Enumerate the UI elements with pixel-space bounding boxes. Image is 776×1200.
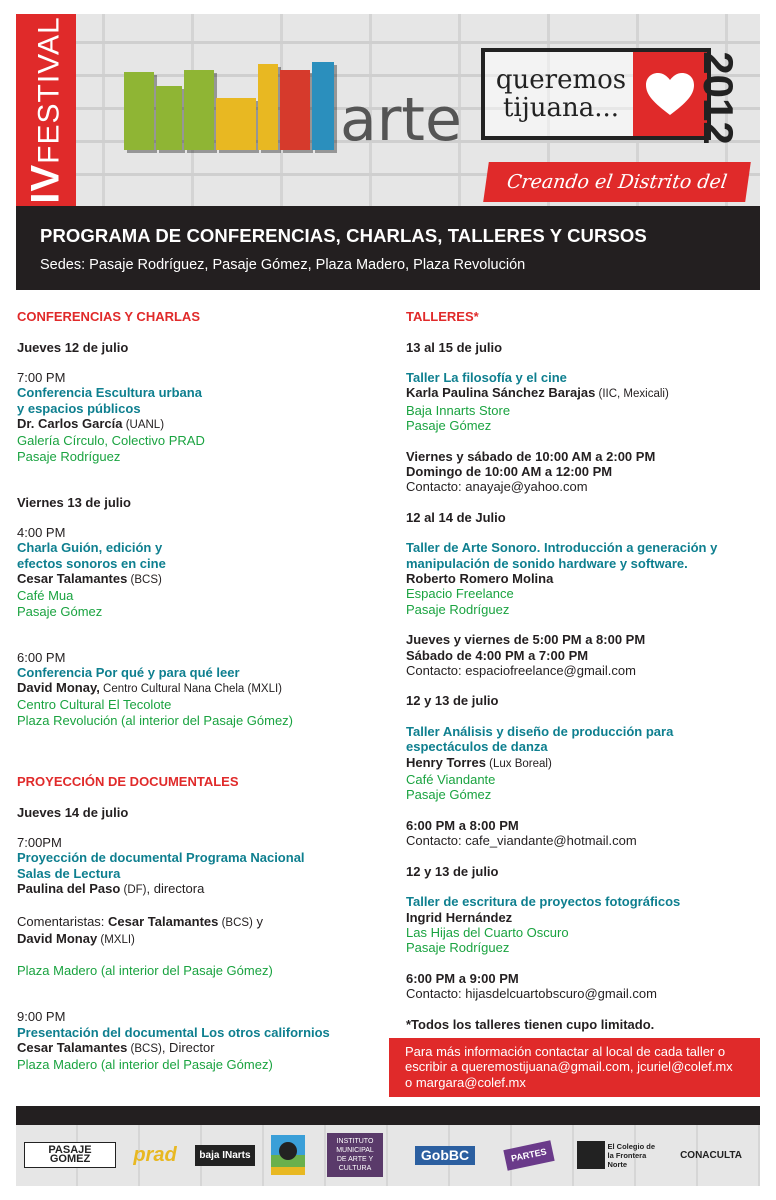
logo-prad-text: prad: [133, 1143, 177, 1166]
workshop-schedule: Sábado de 4:00 PM a 7:00 PM: [406, 647, 589, 663]
festival-banner: [16, 14, 760, 206]
festival-numeral: IV: [23, 163, 68, 204]
event-speaker: [17, 571, 387, 588]
commentator-affiliation: (BCS): [218, 916, 253, 929]
workshop-contact: Contacto: hijasdelcuartobscuro@gmail.com: [406, 986, 657, 1002]
venues-line: Sedes: Pasaje Rodríguez, Pasaje Gómez, Plaza Madero, Plaza Revolución: [40, 257, 526, 273]
workshop-title: Taller La filosofía y el cine: [406, 370, 567, 386]
workshop-contact: Contacto: anayaje@yahoo.com: [406, 479, 588, 495]
commentators-label: Comentaristas:: [17, 913, 109, 929]
logo-baja-innarts: [192, 1135, 258, 1175]
event-speaker: [17, 416, 387, 433]
event-date: Viernes 13 de julio: [17, 494, 131, 510]
workshop-venue: Pasaje Rodríguez: [406, 940, 510, 956]
event-title: Presentación del documental Los otros californios: [17, 1024, 330, 1040]
workshop-date: 12 y 13 de julio: [406, 693, 499, 709]
right-column: [406, 309, 762, 1032]
contact-info-box: [389, 1038, 760, 1097]
workshop-schedule: 6:00 PM a 8:00 PM: [406, 817, 519, 833]
event-title: y espacios públicos: [17, 400, 141, 416]
workshop-title: espectáculos de danza: [406, 739, 548, 755]
year-label: 2012: [695, 51, 742, 145]
event-venue: Galería Círculo, Colectivo PRAD: [17, 433, 205, 449]
event-time: 9:00 PM: [17, 1009, 66, 1025]
logo-imac: [316, 1135, 394, 1175]
footer-divider: [16, 1106, 760, 1125]
logo-pasaje-partes-text: PARTES: [503, 1140, 554, 1170]
speaker-affiliation: (BCS): [127, 574, 162, 587]
logo-imac-text: INSTITUTO MUNICIPAL DE ARTE Y CULTURA: [327, 1133, 383, 1177]
workshop-schedule: 6:00 PM a 9:00 PM: [406, 970, 519, 986]
event-title: Charla Guión, edición y: [17, 540, 163, 556]
workshop-date: 13 al 15 de julio: [406, 339, 503, 355]
workshop-date: 12 y 13 de julio: [406, 863, 499, 879]
info-line: o margara@colef.mx: [405, 1074, 526, 1090]
logo-block-t: [280, 70, 310, 150]
colef-emblem-icon: [577, 1141, 605, 1169]
instructor-affiliation: (Lux Boreal): [485, 757, 552, 770]
left-column: [17, 309, 387, 1073]
event-title: Conferencia Escultura urbana: [17, 385, 202, 401]
sponsor-logos: [16, 1125, 760, 1186]
logo-conaculta: [668, 1135, 754, 1175]
event-date: Jueves 14 de julio: [17, 804, 129, 820]
workshop-instructor: [406, 755, 762, 772]
workshop-schedule: Domingo de 10:00 AM a 12:00 PM: [406, 463, 613, 479]
workshop-schedule: Jueves y viernes de 5:00 PM a 8:00 PM: [406, 632, 646, 648]
logo-prad: [126, 1135, 184, 1175]
logo-colef-text: El Colegio de la Frontera Norte: [607, 1141, 656, 1169]
instructor-name: Henry Torres: [406, 754, 486, 770]
workshop-venue: Espacio Freelance: [406, 586, 514, 602]
section-heading-documentales: PROYECCIÓN DE DOCUMENTALES: [17, 773, 239, 789]
logo-gobbc-text: GobBC: [415, 1146, 475, 1165]
workshop-instructor: [406, 385, 762, 402]
logo-block-m2: [156, 86, 182, 150]
instructor-affiliation: (IIC, Mexicali): [595, 388, 669, 401]
speaker-name: Cesar Talamantes: [17, 571, 128, 587]
festival-label: [24, 16, 69, 203]
event-venue: Café Mua: [17, 588, 74, 604]
logo-block-l: [258, 64, 278, 150]
instructor-name: Karla Paulina Sánchez Barajas: [406, 385, 596, 401]
logo-block-i: [312, 62, 334, 150]
workshop-venue: Baja Innarts Store: [406, 402, 511, 418]
event-date: Jueves 12 de julio: [17, 339, 129, 355]
workshop-venue: Las Hijas del Cuarto Oscuro: [406, 924, 569, 940]
multiarte-logo: [124, 56, 462, 155]
logo-pasaje-gomez-text: PASAJE GOMEZ: [24, 1142, 116, 1168]
speaker-role: , Director: [161, 1039, 215, 1055]
speaker-affiliation: Centro Cultural Nana Chela (MXLI): [99, 683, 283, 696]
speaker-affiliation: (DF): [120, 883, 147, 896]
event-venue: Plaza Madero (al interior del Pasaje Gómez): [17, 1057, 273, 1073]
workshop-venue: Pasaje Gómez: [406, 418, 492, 434]
event-time: 6:00 PM: [17, 649, 66, 665]
logo-gobbc: [404, 1135, 486, 1175]
logo-word-arte: arte: [340, 85, 462, 155]
logo-pasaje-partes: [494, 1135, 564, 1175]
info-line: Para más información contactar al local de cada taller o: [405, 1044, 726, 1059]
program-title-bar: [16, 206, 760, 290]
queremos-tijuana-logo: [481, 48, 711, 140]
event-time: 7:00PM: [17, 835, 62, 851]
festival-word: FESTIVAL: [32, 16, 66, 164]
section-heading-conferencias: CONFERENCIAS Y CHARLAS: [17, 309, 200, 324]
logo-block-m1: [124, 72, 154, 150]
festival-strip: [16, 14, 76, 206]
event-speaker: [17, 1040, 387, 1057]
event-title: efectos sonoros en cine: [17, 555, 166, 571]
event-venue: Plaza Madero (al interior del Pasaje Gómez): [17, 963, 273, 979]
event-venue: Centro Cultural El Tecolote: [17, 697, 172, 713]
logo-conjugacion: [268, 1135, 308, 1175]
logo-baja-innarts-text: baja INarts: [195, 1145, 254, 1166]
workshop-title: manipulación de sonido hardware y software.: [406, 555, 688, 571]
workshop-title: Taller de Arte Sonoro. Introducción a generación y: [406, 540, 718, 556]
event-time: 4:00 PM: [17, 525, 66, 541]
speaker-name: Cesar Talamantes: [17, 1039, 128, 1055]
commentators-line: [17, 931, 387, 948]
workshop-venue: Pasaje Gómez: [406, 787, 492, 803]
commentator-name: David Monay: [17, 930, 98, 946]
workshop-title: Taller Análisis y diseño de producción para: [406, 724, 674, 740]
workshop-contact: Contacto: cafe_viandante@hotmail.com: [406, 833, 637, 849]
program-title: PROGRAMA DE CONFERENCIAS, CHARLAS, TALLERES Y CURSOS: [40, 225, 647, 246]
heart-icon: [644, 71, 696, 117]
workshop-venue: Café Viandante: [406, 771, 496, 787]
speaker-affiliation: (UANL): [122, 419, 165, 432]
speaker-name: Paulina del Paso: [17, 880, 121, 896]
workshop-title: Taller de escritura de proyectos fotográficos: [406, 894, 681, 910]
commentator-name: Cesar Talamantes: [108, 913, 219, 929]
logo-conaculta-text: CONACULTA: [680, 1149, 742, 1161]
conjugacion-icon: [271, 1135, 305, 1175]
instructor-name: Ingrid Hernández: [406, 909, 513, 925]
speaker-name: David Monay,: [17, 680, 100, 696]
event-venue: Pasaje Gómez: [17, 603, 103, 619]
logo-block-u: [216, 98, 256, 150]
queremos-text: queremos tijuana...: [495, 65, 627, 123]
logo-colef: [572, 1135, 662, 1175]
commentator-affiliation: (MXLI): [97, 933, 135, 946]
event-speaker: [17, 881, 387, 898]
workshop-schedule: Viernes y sábado de 10:00 AM a 2:00 PM: [406, 448, 656, 464]
event-title: Salas de Lectura: [17, 865, 121, 881]
event-speaker: [17, 680, 387, 697]
logo-block-m3: [184, 70, 214, 150]
tagline: Creando el Distrito del: [483, 162, 751, 202]
logo-pasaje-gomez: [24, 1135, 116, 1175]
event-title: Conferencia Por qué y para qué leer: [17, 664, 240, 680]
workshop-contact: Contacto: espaciofreelance@gmail.com: [406, 662, 636, 678]
instructor-name: Roberto Romero Molina: [406, 571, 554, 587]
event-title: Proyección de documental Programa Nacional: [17, 850, 305, 866]
info-line: escribir a queremostijuana@gmail.com, jcuriel@colef.mx: [405, 1059, 733, 1075]
workshop-venue: Pasaje Rodríguez: [406, 601, 510, 617]
event-time: 7:00 PM: [17, 370, 66, 386]
speaker-affiliation: (BCS): [127, 1042, 162, 1055]
workshop-date: 12 al 14 de Julio: [406, 509, 506, 525]
capacity-note: *Todos los talleres tienen cupo limitado.: [406, 1016, 655, 1032]
speaker-role: , directora: [146, 880, 205, 896]
event-venue: Pasaje Rodríguez: [17, 448, 121, 464]
commentators-line: [17, 914, 387, 931]
event-venue: Plaza Revolución (al interior del Pasaje Gómez): [17, 712, 294, 728]
section-heading-talleres: TALLERES*: [406, 309, 479, 324]
speaker-name: Dr. Carlos García: [17, 416, 123, 432]
commentators-joiner: y: [252, 913, 263, 929]
